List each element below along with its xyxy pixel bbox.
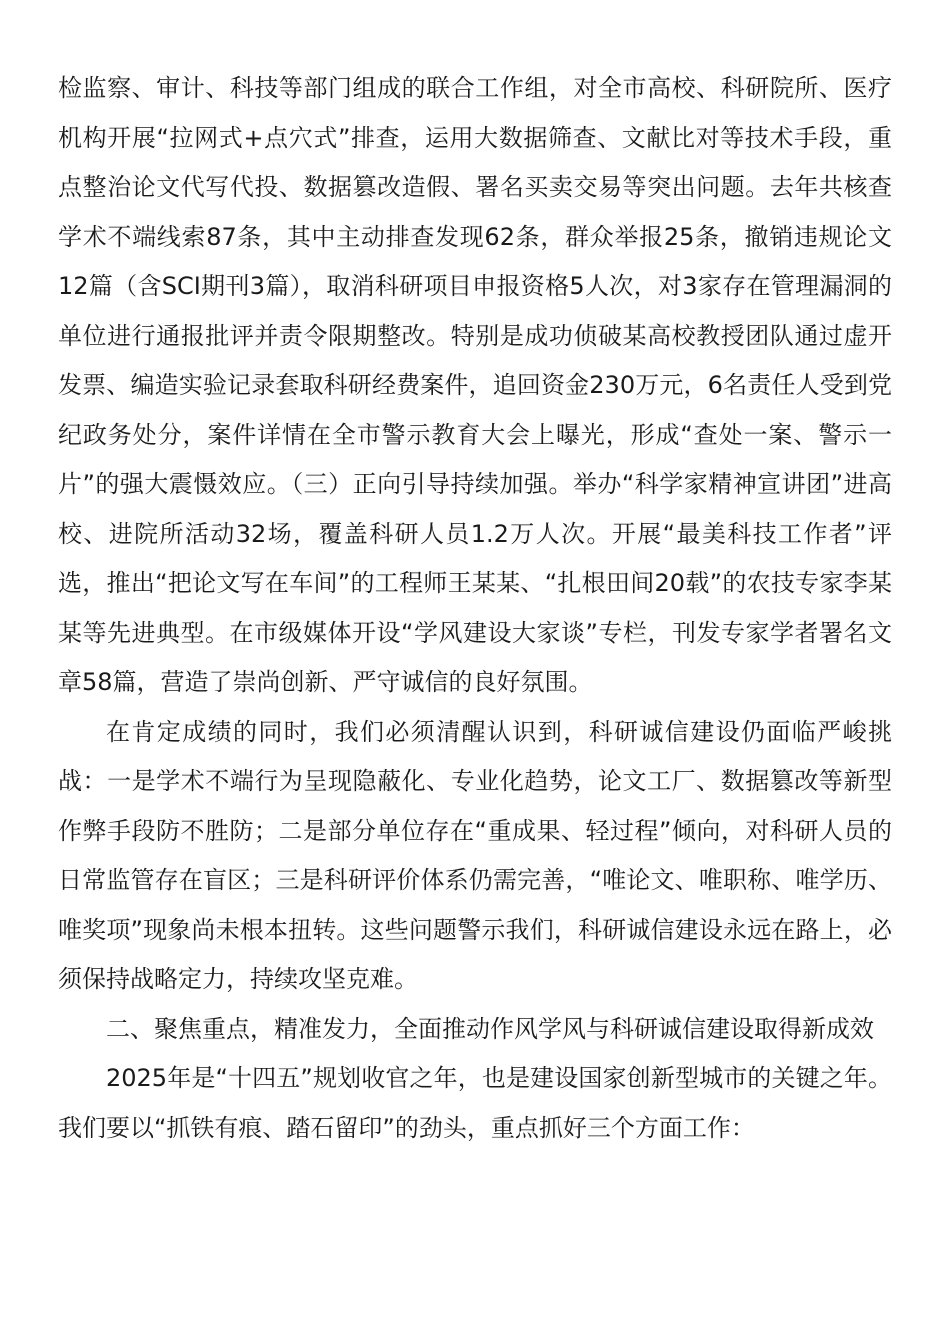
- paragraph-challenges: 在肯定成绩的同时，我们必须清醒认识到，科研诚信建设仍面临严峻挑战：一是学术不端行为呈现隐蔽化、专业化趋势，论文工厂、数据篡改等新型作弊手段防不胜防；二是部分单位存在“重成果、轻过程”倾向，对科研人员的日常监管存在盲区；三是科研评价体系仍需完善，“唯论文、唯职称、唯学历、唯奖项”现象尚未根本扭转。这些问题警示我们，科研诚信建设永远在路上，必须保持战略定力，持续攻坚克难。: [58, 717, 892, 993]
- paragraph-2025-plan: 2025年是“十四五”规划收官之年，也是建设国家创新型城市的关键之年。我们要以“抓铁有痕、踏石留印”的劲头，重点抓好三个方面工作：: [58, 1064, 892, 1142]
- section-heading-two: 二、聚焦重点，精准发力，全面推动作风学风与科研诚信建设取得新成效: [106, 1014, 874, 1043]
- document-body: [58, 64, 892, 1153]
- paragraph-supervision-results: 检监察、审计、科技等部门组成的联合工作组，对全市高校、科研院所、医疗机构开展“拉网式+点穴式”排查，运用大数据筛查、文献比对等技术手段，重点整治论文代写代投、数据篡改造假、署名买卖交易等突出问题。去年共核查学术不端线索87条，其中主动排查发现62条，群众举报25条，撤销违规论文12篇（含SCI期刊3篇），取消科研项目申报资格5人次，对3家存在管理漏洞的单位进行通报批评并责令限期整改。特别是成功侦破某高校教授团队通过虚开发票、编造实验记录套取科研经费案件，追回资金230万元，6名责任人受到党纪政务处分，案件详情在全市警示教育大会上曝光，形成“查处一案、警示一片”的强大震慑效应。（三）正向引导持续加强。举办“科学家精神宣讲团”进高校、进院所活动32场，覆盖科研人员1.2万人次。开展“最美科技工作者”评选，推出“把论文写在车间”的工程师王某某、“扎根田间20载”的农技专家李某某等先进典型。在市级媒体开设“学风建设大家谈”专栏，刊发专家学者署名文章58篇，营造了崇尚创新、严守诚信的良好氛围。: [58, 74, 892, 696]
